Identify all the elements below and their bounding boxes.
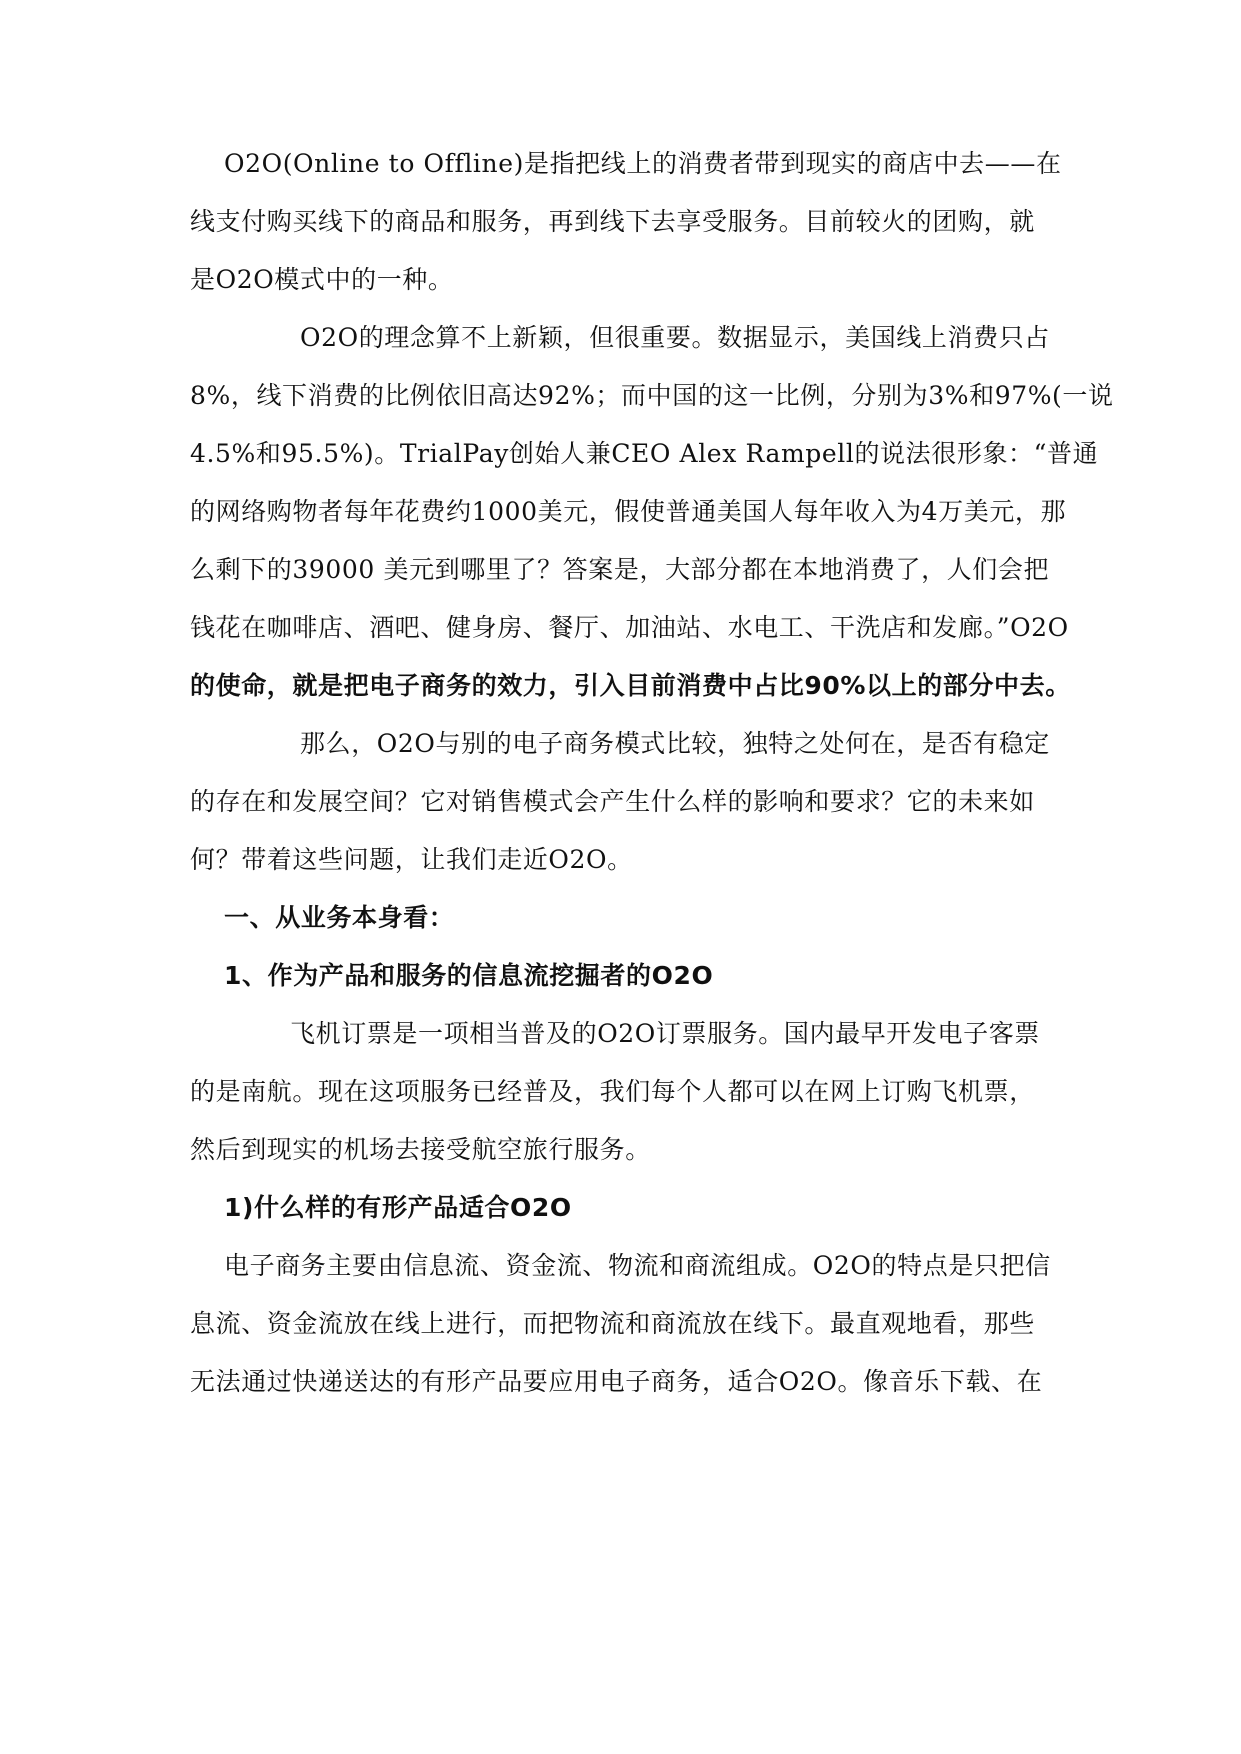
para-1-line-3: 是O2O模式中的一种。: [190, 265, 454, 294]
para-2-line-6: 钱花在咖啡店、酒吧、健身房、餐厅、加油站、水电工、干洗店和发廊。”O2O: [190, 613, 1069, 642]
para-3-line-3: 何？带着这些问题，让我们走近O2O。: [190, 845, 633, 874]
para-2-line-4: 的网络购物者每年花费约1000美元，假使普通美国人每年收入为4万美元，那: [190, 497, 1067, 526]
para-2-line-2: 8%，线下消费的比例依旧高达92%；而中国的这一比例，分别为3%和97%(一说: [190, 381, 1114, 410]
subsection-heading-1: 1、作为产品和服务的信息流挖掘者的O2O: [224, 961, 714, 990]
para-2-line-7-bold: 的使命，就是把电子商务的效力，引入目前消费中占比90%以上的部分中去。: [190, 671, 1071, 700]
subsection-heading-2: 1)什么样的有形产品适合O2O: [224, 1193, 572, 1222]
para-5-line-1: 电子商务主要由信息流、资金流、物流和商流组成。O2O的特点是只把信: [224, 1251, 1051, 1280]
para-4-line-1: 飞机订票是一项相当普及的O2O订票服务。国内最早开发电子客票: [290, 1019, 1040, 1048]
para-4-line-3: 然后到现实的机场去接受航空旅行服务。: [190, 1135, 651, 1164]
para-1-line-1: O2O(Online to Offline)是指把线上的消费者带到现实的商店中去——在: [224, 149, 1062, 178]
para-5-line-3: 无法通过快递送达的有形产品要应用电子商务，适合O2O。像音乐下载、在: [190, 1367, 1043, 1396]
para-1-line-2: 线支付购买线下的商品和服务，再到线下去享受服务。目前较火的团购，就: [190, 207, 1035, 236]
para-2-line-1: O2O的理念算不上新颖，但很重要。数据显示，美国线上消费只占: [300, 323, 1050, 352]
para-2-line-5: 么剩下的39000 美元到哪里了？答案是，大部分都在本地消费了，人们会把: [190, 555, 1050, 584]
para-3-line-1: 那么，O2O与别的电子商务模式比较，独特之处何在，是否有稳定: [300, 729, 1050, 758]
para-5-line-2: 息流、资金流放在线上进行，而把物流和商流放在线下。最直观地看，那些: [190, 1309, 1035, 1338]
para-2-line-3: 4.5%和95.5%)。TrialPay创始人兼CEO Alex Rampell的说法很形象：“普通: [190, 439, 1099, 468]
para-3-line-2: 的存在和发展空间？它对销售模式会产生什么样的影响和要求？它的未来如: [190, 787, 1035, 816]
para-4-line-2: 的是南航。现在这项服务已经普及，我们每个人都可以在网上订购飞机票，: [190, 1077, 1035, 1106]
section-heading-1: 一、从业务本身看：: [224, 903, 455, 932]
